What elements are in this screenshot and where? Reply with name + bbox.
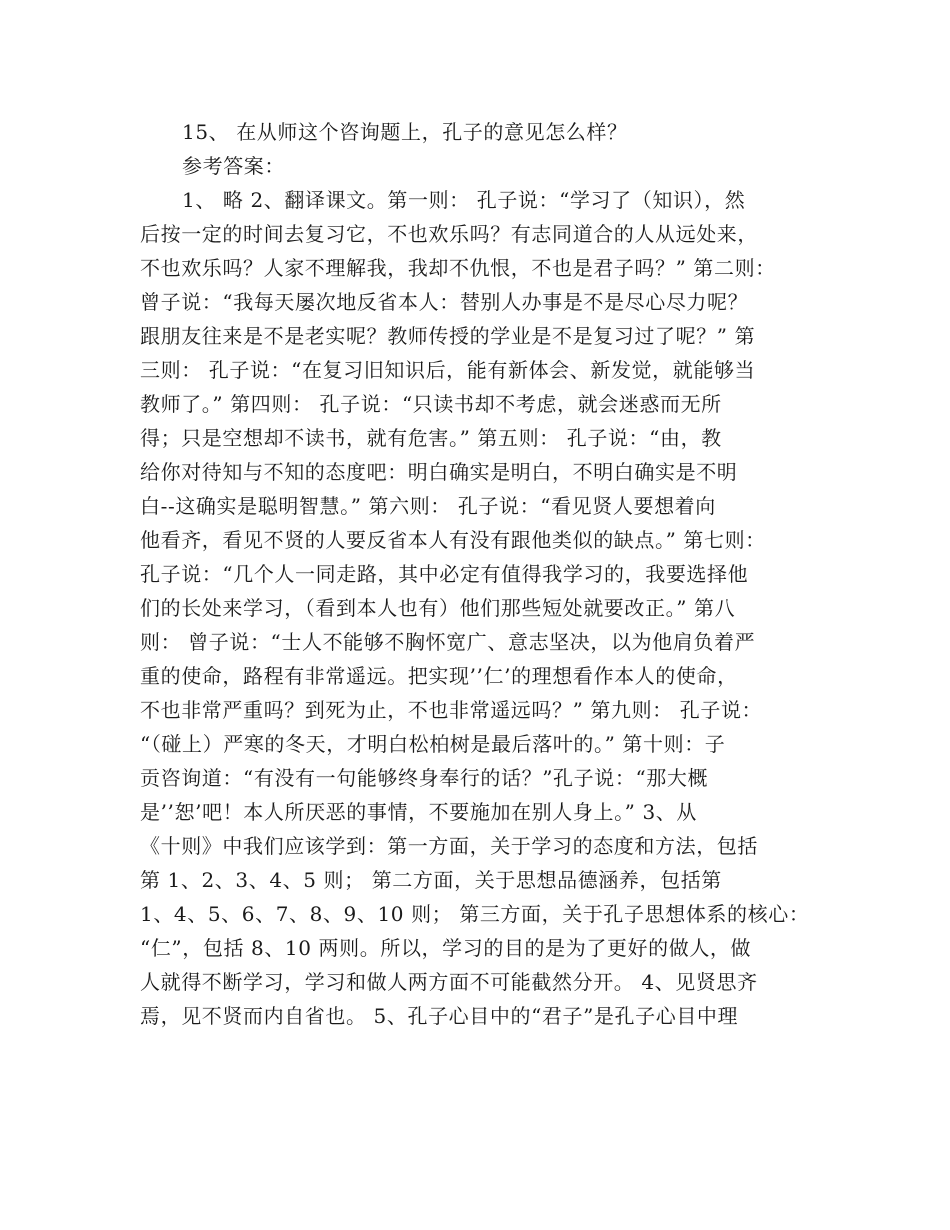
text-line: 孔子说：“几个人一同走路，其中必定有值得我学习的，我要选择他 bbox=[140, 562, 749, 586]
text-line: 1、4、5、6、7、8、9、10 则； 第三方面，关于孔子思想体系的核心： bbox=[140, 902, 810, 926]
text-line: 给你对待知与不知的态度吧：明白确实是明白，不明白确实是不明 bbox=[140, 460, 738, 484]
text-line: 不也非常严重吗？到死为止，不也非常遥远吗？” 第九则： 孔子说： bbox=[140, 698, 763, 722]
text-line: 第 1、2、3、4、5 则； 第二方面，关于思想品德涵养，包括第 bbox=[140, 868, 722, 892]
question-line: 15、 在从师这个咨询题上，孔子的意见怎么样？ bbox=[182, 120, 628, 144]
text-line: 贡咨询道：“有没有一句能够终身奉行的话？”孔子说：“那大概 bbox=[140, 766, 709, 790]
text-line: “（碰上）严寒的冬天，才明白松柏树是最后落叶的。” 第十则：子 bbox=[140, 732, 726, 756]
text-line: 焉，见不贤而内自省也。 5、孔子心目中的“君子”是孔子心目中理 bbox=[140, 1004, 739, 1028]
text-line: 人就得不断学习，学习和做人两方面不可能截然分开。 4、见贤思齐 bbox=[140, 970, 758, 994]
text-line: 得；只是空想却不读书，就有危害。” 第五则： 孔子说：“由，教 bbox=[140, 426, 722, 450]
text-line: 他看齐，看见不贤的人要反省本人有没有跟他类似的缺点。” 第七则： bbox=[140, 528, 766, 552]
text-line: 1、 略 2、翻译课文。第一则： 孔子说：“学习了（知识），然 bbox=[182, 188, 746, 212]
text-line: 则： 曾子说：“士人不能够不胸怀宽广、意志坚决，以为他肩负着严 bbox=[140, 630, 756, 654]
answer-heading: 参考答案： bbox=[182, 154, 285, 178]
text-line: 是’’恕’吧！本人所厌恶的事情，不要施加在别人身上。” 3、从 bbox=[140, 800, 697, 824]
text-line: 《十则》中我们应该学到：第一方面，关于学习的态度和方法，包括 bbox=[140, 834, 758, 858]
text-line: 后按一定的时间去复习它，不也欢乐吗？有志同道合的人从远处来， bbox=[140, 222, 758, 246]
text-line: 三则： 孔子说：“在复习旧知识后，能有新体会、新发觉，就能够当 bbox=[140, 358, 756, 382]
text-line: 曾子说：“我每天屡次地反省本人：替别人办事是不是尽心尽力呢？ bbox=[140, 290, 749, 314]
text-line: 不也欢乐吗？人家不理解我，我却不仇恨，不也是君子吗？” 第二则： bbox=[140, 256, 776, 280]
text-line: 重的使命，路程有非常遥远。把实现’’仁’的理想看作本人的使命， bbox=[140, 664, 738, 688]
text-line: 跟朋友往来是不是老实呢？教师传授的学业是不是复习过了呢？” 第 bbox=[140, 324, 756, 348]
text-line: 教师了。” 第四则： 孔子说：“只读书却不考虑，就会迷惑而无所 bbox=[140, 392, 722, 416]
text-line: 白--这确实是聪明智慧。” 第六则： 孔子说：“看见贤人要想着向 bbox=[140, 494, 716, 518]
text-line: 们的长处来学习，（看到本人也有）他们那些短处就要改正。” 第八 bbox=[140, 596, 736, 620]
text-line: “仁”，包括 8、10 两则。所以，学习的目的是为了更好的做人，做 bbox=[140, 936, 752, 960]
